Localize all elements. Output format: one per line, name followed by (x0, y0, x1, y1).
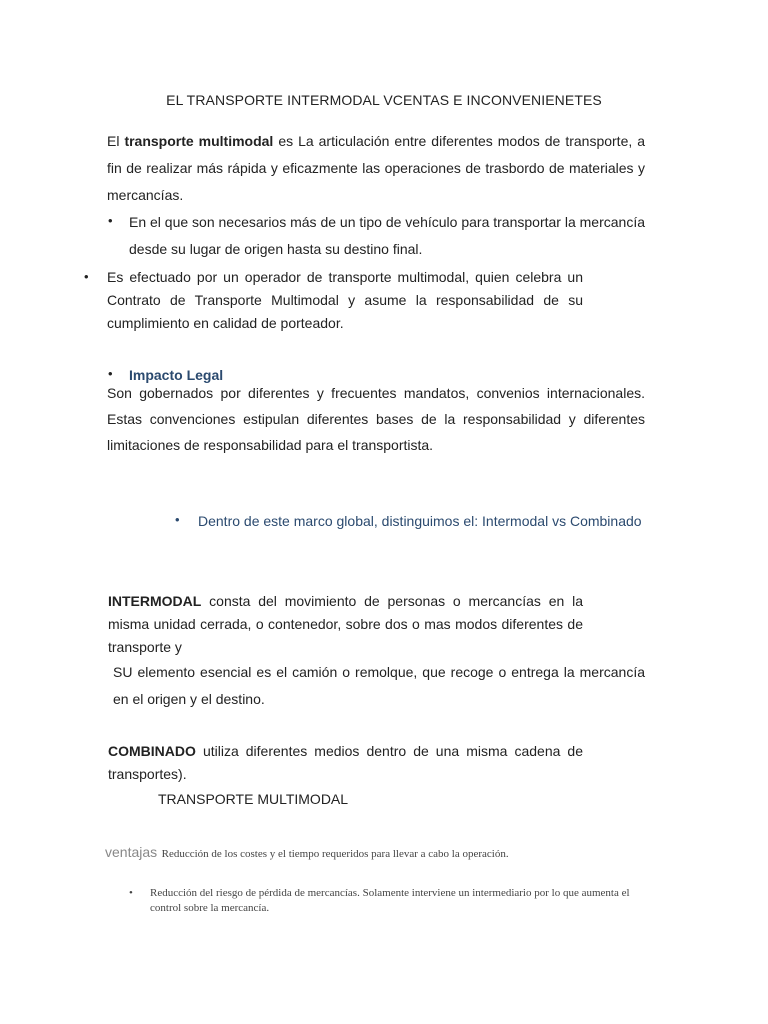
bullet-1-text: En el que son necesarios más de un tipo de vehículo para transportar la mercancía desde su lugar de origen hasta su destino final. (129, 214, 645, 257)
subtitle: TRANSPORTE MULTIMODAL (158, 791, 349, 807)
impacto-bullet-glyph: • (108, 366, 113, 381)
intro-paragraph (107, 128, 645, 209)
document-title: EL TRANSPORTE INTERMODAL VCENTAS E INCONVENIENETES (166, 92, 602, 108)
combinado-paragraph (108, 740, 583, 786)
bullet-2-text: Es efectuado por un operador de transporte multimodal, quien celebra un Contrato de Transporte Multimodal y asume la responsabilidad de su cumplimiento en calidad de porteador. (107, 269, 583, 331)
combinado-bold-term: COMBINADO (108, 743, 196, 759)
intermodal-text-2: SU elemento esencial es el camión o remolque, que recoge o entrega la mercancía en el origen y el destino. (113, 664, 645, 707)
ventajas-text: Reducción de los costes y el tiempo requeridos para llevar a cabo la operación. (161, 848, 509, 860)
intermodal-text: consta del movimiento de personas o mercancías en la misma unidad cerrada, o contenedor, sobre dos o mas modos diferentes de transporte y (108, 593, 584, 655)
impacto-text: Son gobernados por diferentes y frecuentes mandatos, convenios internacionales. Estas convenciones estipulan diferentes bases de la responsabilidad y diferentes limitaciones de responsabilidad para el transportista. (107, 385, 645, 453)
ventajas-line (105, 844, 665, 862)
intermodal-bold-term: INTERMODAL (108, 593, 202, 609)
ventajas-label: ventajas (105, 844, 158, 860)
intro-rest: es La articulación entre diferentes modos de transporte, a fin de realizar más rápida y eficazmente las operaciones de trasbordo de materiales y mercancías. (107, 133, 646, 203)
intermodal-paragraph (108, 590, 583, 659)
ventajas-bullet-text: Reducción del riesgo de pérdida de mercancías. Solamente interviene un intermediario por lo que aumenta el control sobre la mercancía. (150, 887, 630, 914)
bullet-1-glyph: • (108, 213, 113, 228)
marco-text: Dentro de este marco global, distinguimos el: Intermodal vs Combinado (198, 513, 642, 529)
impacto-heading: Impacto Legal (129, 367, 224, 383)
bullet-2-glyph: • (84, 269, 89, 284)
combinado-text: utiliza diferentes medios dentro de una misma cadena de transportes). (108, 743, 584, 782)
intro-lead: El (107, 133, 120, 149)
ventajas-bullet-glyph: • (129, 887, 133, 899)
intro-bold-term: transporte multimodal (124, 133, 274, 149)
marco-bullet-glyph: • (175, 512, 180, 527)
